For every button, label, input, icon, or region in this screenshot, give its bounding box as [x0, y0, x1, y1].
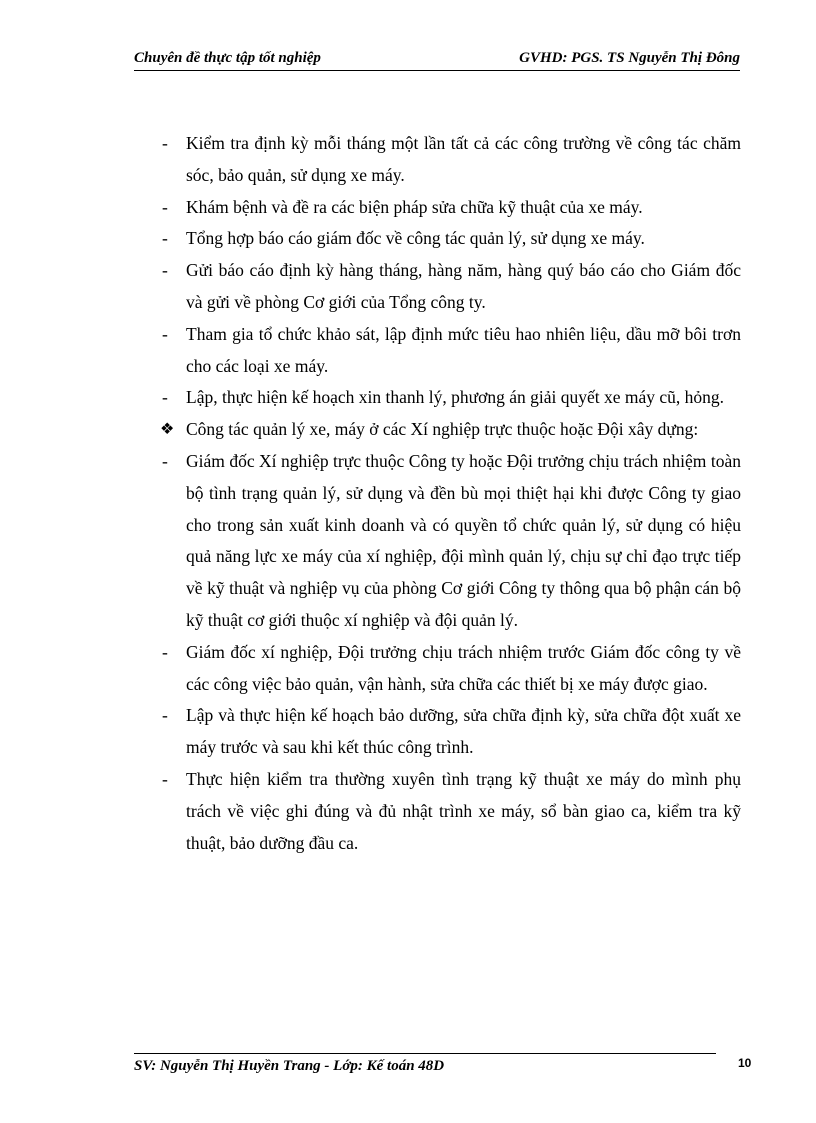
dash-bullet: -	[162, 323, 168, 344]
list-item-text: Lập, thực hiện kế hoạch xin thanh lý, phương án giải quyết xe máy cũ, hỏng.	[186, 387, 725, 408]
list-item-text: Kiểm tra định kỳ mỗi tháng một lần tất cả các công trường về công tác chăm sóc, bảo quản, sử dụng xe máy.	[186, 133, 741, 185]
section-heading-item	[156, 414, 741, 446]
dash-bullet: -	[162, 260, 168, 281]
list-item	[156, 128, 741, 192]
document-body	[156, 128, 741, 859]
dash-bullet: -	[162, 196, 168, 217]
list-item-text: Tham gia tổ chức khảo sát, lập định mức tiêu hao nhiên liệu, dầu mỡ bôi trơn cho các loại xe máy.	[186, 323, 741, 376]
list-item-text: Gửi báo cáo định kỳ hàng tháng, hàng năm, hàng quý báo cáo cho Giám đốc và gửi về phòng Cơ giới của Tổng công ty.	[186, 260, 741, 312]
dash-bullet: -	[162, 705, 168, 726]
list-item-text: Thực hiện kiểm tra thường xuyên tình trạng kỹ thuật xe máy do mình phụ trách về việc ghi đúng và đủ nhật trình xe máy, sổ bàn giao ca, kiểm tra kỹ thuật, bảo dưỡng đầu ca.	[186, 768, 741, 853]
dash-bullet: -	[162, 133, 168, 153]
list-item	[156, 319, 741, 383]
page-number: 10	[738, 1056, 752, 1070]
list-item	[156, 223, 741, 255]
diamond-bullet-icon: ❖	[160, 421, 175, 439]
page-footer: SV: Nguyễn Thị Huyền Trang - Lớp: Kế toán 48D	[134, 1058, 445, 1074]
list-item-text: Khám bệnh và đề ra các biện pháp sửa chữa kỹ thuật của xe máy.	[186, 196, 643, 217]
dash-bullet: -	[162, 768, 168, 789]
footer-divider	[134, 1053, 716, 1054]
list-item-text: Giám đốc xí nghiệp, Đội trưởng chịu trách nhiệm trước Giám đốc công ty về các công việc bảo quản, vận hành, sửa chữa các thiết bị xe máy được giao.	[186, 641, 741, 694]
dash-bullet: -	[162, 228, 168, 249]
header-right: GVHD: PGS. TS Nguyễn Thị Đông	[519, 50, 740, 66]
list-item	[156, 764, 741, 859]
list-item-text: Giám đốc Xí nghiệp trực thuộc Công ty hoặc Đội trưởng chịu trách nhiệm toàn bộ tình trạng quản lý, sử dụng và đền bù mọi thiệt hại khi được Công ty giao cho trong sản xuất kinh doanh và có quyền tổ chức quản lý, sử dụng có hiệu quả năng lực xe máy của xí nghiệp, đội mình quản lý, chịu sự chỉ đạo trực tiếp về kỹ thuật và nghiệp vụ của phòng Cơ giới Công ty thông qua bộ phận cán bộ kỹ thuật cơ giới thuộc xí nghiệp và đội quản lý.	[186, 450, 741, 630]
list-item-text: Tổng hợp báo cáo giám đốc về công tác quản lý, sử dụng xe máy.	[186, 228, 645, 249]
dash-bullet: -	[162, 641, 168, 662]
header-left: Chuyên đề thực tập tốt nghiệp	[134, 50, 321, 66]
list-item	[156, 700, 741, 764]
list-item	[156, 382, 741, 414]
dash-bullet: -	[162, 450, 168, 471]
list-item	[156, 192, 741, 224]
list-item	[156, 255, 741, 319]
section-heading-text: Công tác quản lý xe, máy ở các Xí nghiệp trực thuộc hoặc Đội xây dựng:	[186, 419, 699, 440]
list-item-text: Lập và thực hiện kế hoạch bảo dưỡng, sửa chữa định kỳ, sửa chữa đột xuất xe máy trước và sau khi kết thúc công trình.	[186, 705, 741, 758]
dash-bullet: -	[162, 387, 168, 408]
list-item	[156, 637, 741, 701]
list-item	[156, 446, 741, 637]
page-header	[134, 48, 740, 71]
